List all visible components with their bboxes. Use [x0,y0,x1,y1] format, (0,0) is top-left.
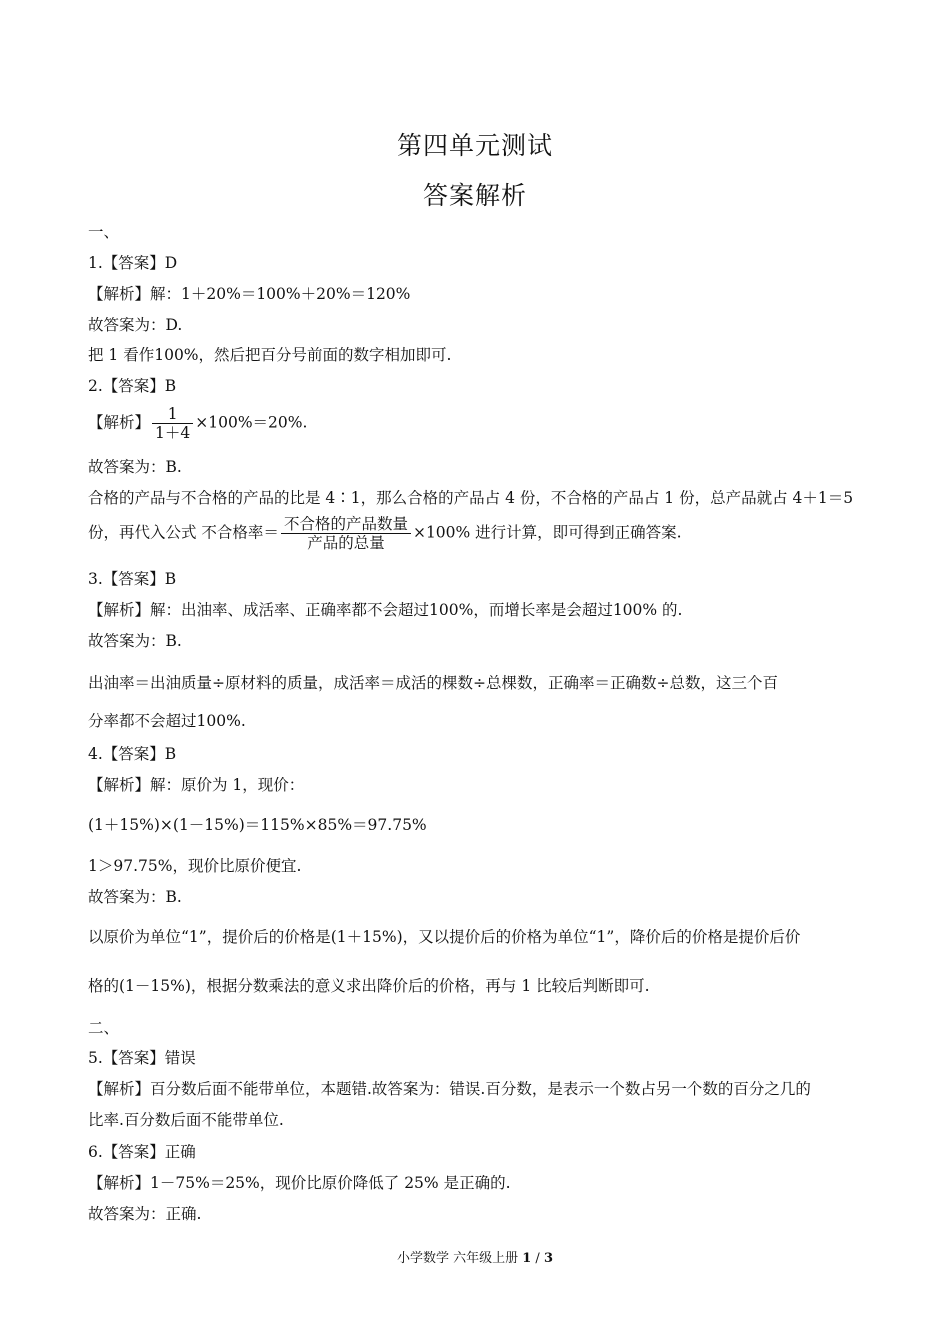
q4-compare: 1＞97.75%，现价比原价便宜. [88,857,302,875]
q5-answer: 5.【答案】错误 [88,1049,196,1067]
footer-separator: / [531,1251,544,1266]
q2-formula-fraction [281,515,411,552]
q2-fraction-numerator: 1 [152,405,193,424]
page-title: 第四单元测试 [396,131,553,160]
q4-note-line1: 以原价为单位“1”，提价后的价格是(1＋15%)，又以提价后的价格为单位“1”，降价后的价格是提价后价 [88,928,801,946]
q4-answer: 4.【答案】B [88,745,177,763]
q3-note-line1: 出油率＝出油质量÷原材料的质量，成活率＝成活的棵数÷总棵数，正确率＝正确数÷总数，这三个百 [88,674,778,692]
section-one-label: 一、 [88,223,120,241]
q2-fraction-denominator: 1＋4 [155,424,191,442]
q2-conclusion: 故答案为：B. [88,458,182,476]
q3-note-line2: 分率都不会超过100%. [88,712,246,730]
q2-analysis-suffix: ×100%＝20%. [195,413,308,432]
q6-conclusion: 故答案为：正确. [88,1205,202,1223]
q3-answer: 3.【答案】B [88,570,177,588]
q6-answer: 6.【答案】正确 [88,1143,196,1161]
q4-note-line2: 格的(1－15%)，根据分数乘法的意义求出降价后的价格，再与 1 比较后判断即可. [88,977,650,995]
q5-analysis-line1: 【解析】百分数后面不能带单位，本题错.故答案为：错误.百分数，是表示一个数占另一个数的百分之几的 [88,1080,811,1098]
footer-page-total: 3 [543,1251,553,1266]
q2-note-prefix: 份，再代入公式 不合格率＝ [88,523,279,542]
q2-note-line2 [88,515,682,552]
q2-note-line1: 合格的产品与不合格的产品的比是 4∶1，那么合格的产品占 4 份，不合格的产品占 1 份，总产品就占 4＋1＝5 [88,489,854,507]
q3-conclusion: 故答案为：B. [88,632,182,650]
q2-analysis [88,405,307,442]
q2-fraction [152,405,193,442]
q2-analysis-prefix: 【解析】 [88,413,151,432]
q2-formula-numerator: 不合格的产品数量 [281,515,411,534]
q4-calculation: (1＋15%)×(1－15%)＝115%×85%＝97.75% [88,816,427,834]
footer-page-number: 1 [522,1251,532,1266]
page-footer [0,1247,950,1266]
q4-analysis: 【解析】解：原价为 1，现价： [88,776,305,794]
q2-note-suffix: ×100% 进行计算，即可得到正确答案. [412,523,682,542]
footer-text: 小学数学 六年级上册 [396,1251,523,1266]
q2-answer: 2.【答案】B [88,377,177,395]
page-subtitle: 答案解析 [422,181,527,210]
q1-conclusion: 故答案为：D. [88,316,183,334]
q2-formula-denominator: 产品的总量 [307,534,385,552]
q6-analysis: 【解析】1－75%＝25%，现价比原价降低了 25% 是正确的. [88,1174,511,1192]
q5-analysis-line2: 比率.百分数后面不能带单位. [88,1111,284,1129]
q1-analysis: 【解析】解：1＋20%＝100%＋20%＝120% [88,285,411,303]
q4-conclusion: 故答案为：B. [88,888,182,906]
q3-analysis: 【解析】解：出油率、成活率、正确率都不会超过100%，而增长率是会超过100% 的. [88,601,683,619]
section-two-label: 二、 [88,1019,120,1037]
q1-note: 把 1 看作100%，然后把百分号前面的数字相加即可. [88,346,452,364]
q1-answer: 1.【答案】D [88,254,178,272]
